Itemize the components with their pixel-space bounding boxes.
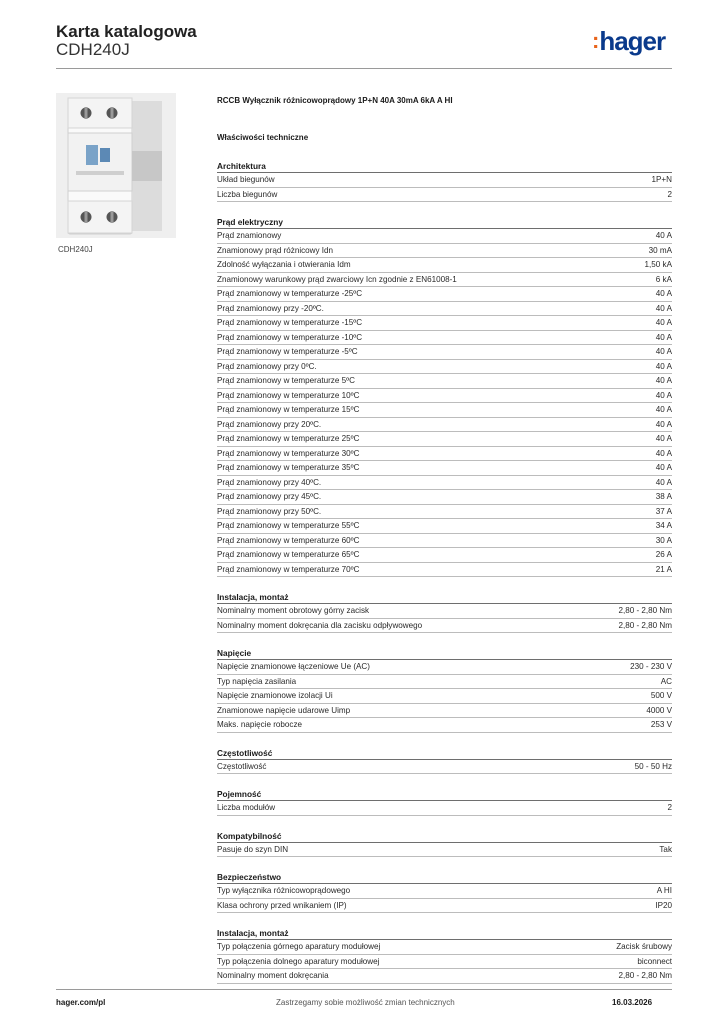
spec-value: 40 A	[655, 419, 672, 429]
section-title: Bezpieczeństwo	[217, 871, 672, 884]
spec-row	[217, 188, 672, 203]
spec-label: Znamionowy warunkowy prąd zwarciowy Icn zgodnie z EN61008-1	[217, 274, 457, 284]
spec-row	[217, 360, 672, 375]
spec-value: 1,50 kA	[644, 260, 672, 269]
spec-label: Typ połączenia dolnego aparatury modułowej	[217, 956, 380, 966]
spec-row	[217, 505, 672, 520]
footer-website-link[interactable]: hager.com/pl	[56, 998, 106, 1007]
spec-label: Znamionowy prąd różnicowy Idn	[217, 245, 334, 255]
spec-label: Liczba modułów	[217, 803, 276, 812]
spec-value: 40 A	[655, 289, 672, 298]
section-title: Pojemność	[217, 788, 672, 801]
spec-content	[217, 96, 672, 998]
spec-label: Prąd znamionowy w temperaturze -10ºC	[217, 332, 363, 342]
spec-label: Prąd znamionowy przy 50ºC.	[217, 506, 322, 516]
spec-value: 40 A	[655, 477, 672, 487]
spec-row	[217, 447, 672, 462]
spec-value: 500 V	[650, 691, 672, 700]
spec-value: 2	[667, 803, 672, 812]
spec-label: Prąd znamionowy w temperaturze 65ºC	[217, 550, 360, 559]
spec-value: 6 kA	[655, 274, 672, 284]
spec-row	[217, 287, 672, 302]
spec-row	[217, 476, 672, 491]
spec-label: Prąd znamionowy w temperaturze -5ºC	[217, 347, 358, 356]
spec-label: Klasa ochrony przed wnikaniem (IP)	[217, 900, 347, 910]
spec-value: 40 A	[655, 332, 672, 342]
spec-sections	[217, 160, 672, 984]
spec-value: 1P+N	[651, 175, 672, 184]
spec-label: Prąd znamionowy w temperaturze 5ºC	[217, 376, 355, 385]
spec-row	[217, 940, 672, 955]
spec-value: 40 A	[655, 434, 672, 443]
spec-row	[217, 884, 672, 899]
spec-value: 2,80 - 2,80 Nm	[618, 971, 672, 980]
spec-section	[217, 830, 672, 858]
spec-value: 40 A	[655, 463, 672, 472]
spec-label: Typ połączenia górnego aparatury modułowej	[217, 942, 381, 951]
spec-row	[217, 345, 672, 360]
spec-row	[217, 955, 672, 970]
spec-row	[217, 689, 672, 704]
spec-row	[217, 490, 672, 505]
spec-value: 40 A	[655, 448, 672, 458]
spec-label: Zdolność wyłączania i otwierania Idm	[217, 260, 351, 269]
spec-value: 40 A	[655, 405, 672, 414]
spec-value: 50 - 50 Hz	[634, 761, 672, 771]
spec-label: Prąd znamionowy w temperaturze -15ºC	[217, 318, 363, 327]
spec-value: 230 - 230 V	[630, 662, 672, 671]
spec-row	[217, 619, 672, 634]
spec-row	[217, 843, 672, 858]
spec-row	[217, 173, 672, 188]
rccb-device-icon	[56, 93, 176, 238]
spec-value: AC	[660, 676, 672, 686]
spec-label: Prąd znamionowy w temperaturze 35ºC	[217, 463, 360, 472]
spec-row	[217, 244, 672, 259]
spec-row	[217, 258, 672, 273]
spec-row	[217, 660, 672, 675]
spec-row	[217, 969, 672, 984]
spec-value: 30 A	[655, 535, 672, 545]
header-divider	[56, 68, 672, 69]
spec-label: Prąd znamionowy przy 20ºC.	[217, 419, 322, 429]
spec-row	[217, 229, 672, 244]
properties-heading: Właściwości techniczne	[217, 133, 309, 142]
spec-row	[217, 418, 672, 433]
spec-value: 40 A	[655, 318, 672, 327]
spec-value: 40 A	[655, 231, 672, 240]
spec-label: Nominalny moment dokręcania dla zacisku odpływowego	[217, 620, 423, 630]
spec-label: Prąd znamionowy w temperaturze 55ºC	[217, 521, 360, 530]
spec-label: Prąd znamionowy przy 0ºC.	[217, 361, 317, 371]
spec-label: Prąd znamionowy w temperaturze 30ºC	[217, 448, 360, 458]
spec-value: 4000 V	[646, 705, 672, 715]
spec-value: Zacisk śrubowy	[616, 942, 672, 951]
section-title: Kompatybilność	[217, 830, 672, 843]
spec-row	[217, 548, 672, 563]
spec-value: 40 A	[655, 347, 672, 356]
spec-row	[217, 604, 672, 619]
page-title: Karta katalogowa	[56, 22, 197, 41]
spec-row	[217, 403, 672, 418]
spec-value: 21 A	[655, 564, 672, 574]
spec-row	[217, 389, 672, 404]
spec-value: 40 A	[655, 376, 672, 385]
spec-section	[217, 927, 672, 984]
section-title: Architektura	[217, 160, 672, 173]
spec-label: Prąd znamionowy przy 40ºC.	[217, 477, 322, 487]
spec-label: Maks. napięcie robocze	[217, 720, 303, 729]
spec-label: Pasuje do szyn DIN	[217, 844, 289, 854]
spec-row	[217, 675, 672, 690]
spec-label: Prąd znamionowy w temperaturze -25ºC	[217, 289, 363, 298]
spec-section	[217, 591, 672, 633]
spec-row	[217, 461, 672, 476]
section-title: Częstotliwość	[217, 747, 672, 760]
footer-date: 16.03.2026	[612, 998, 653, 1007]
spec-label: Prąd znamionowy w temperaturze 25ºC	[217, 434, 360, 443]
section-title: Napięcie	[217, 647, 672, 660]
spec-row	[217, 331, 672, 346]
spec-label: Układ biegunów	[217, 175, 275, 184]
spec-value: 40 A	[655, 361, 672, 371]
spec-value: Tak	[659, 844, 672, 854]
spec-value: A HI	[656, 886, 672, 895]
spec-label: Prąd znamionowy przy -20ºC.	[217, 303, 324, 313]
spec-row	[217, 801, 672, 816]
spec-section	[217, 747, 672, 775]
logo-dots-icon: :	[592, 28, 599, 53]
spec-value: 40 A	[655, 390, 672, 400]
section-title: Instalacja, montaż	[217, 927, 672, 940]
product-name: RCCB Wyłącznik różnicowoprądowy 1P+N 40A 30mA 6kA A HI	[217, 96, 453, 105]
section-title: Prąd elektryczny	[217, 216, 672, 229]
spec-row	[217, 718, 672, 733]
spec-label: Typ wyłącznika różnicowoprądowego	[217, 886, 351, 895]
product-image	[56, 93, 176, 238]
spec-label: Nominalny moment obrotowy górny zacisk	[217, 606, 370, 615]
spec-value: 40 A	[655, 303, 672, 313]
spec-row	[217, 316, 672, 331]
product-code: CDH240J	[56, 40, 130, 59]
spec-row	[217, 563, 672, 578]
spec-label: Znamionowe napięcie udarowe Uimp	[217, 705, 351, 715]
spec-label: Częstotliwość	[217, 761, 267, 771]
spec-section	[217, 216, 672, 577]
spec-section	[217, 160, 672, 202]
spec-value: 2	[667, 189, 672, 199]
spec-label: Prąd znamionowy	[217, 231, 282, 240]
spec-label: Prąd znamionowy w temperaturze 70ºC	[217, 564, 360, 574]
spec-section	[217, 871, 672, 913]
footer-disclaimer: Zastrzegamy sobie możliwość zmian technicznych	[276, 998, 455, 1007]
spec-value: 34 A	[655, 521, 672, 530]
spec-row	[217, 899, 672, 914]
spec-label: Prąd znamionowy przy 45ºC.	[217, 492, 322, 501]
spec-value: 2,80 - 2,80 Nm	[618, 620, 672, 630]
spec-label: Liczba biegunów	[217, 189, 278, 199]
spec-row	[217, 760, 672, 775]
spec-row	[217, 704, 672, 719]
spec-row	[217, 374, 672, 389]
spec-section	[217, 647, 672, 733]
spec-row	[217, 432, 672, 447]
spec-value: biconnect	[637, 956, 672, 966]
spec-row	[217, 534, 672, 549]
footer-divider	[56, 989, 672, 990]
spec-value: 26 A	[655, 550, 672, 559]
spec-label: Typ napięcia zasilania	[217, 676, 297, 686]
spec-label: Prąd znamionowy w temperaturze 15ºC	[217, 405, 360, 414]
spec-label: Nominalny moment dokręcania	[217, 971, 329, 980]
spec-value: IP20	[655, 900, 672, 910]
spec-section	[217, 788, 672, 816]
spec-label: Napięcie znamionowe izolacji Ui	[217, 691, 333, 700]
image-caption: CDH240J	[58, 245, 93, 254]
spec-row	[217, 519, 672, 534]
spec-value: 37 A	[655, 506, 672, 516]
hager-logo[interactable]	[592, 26, 665, 57]
spec-row	[217, 273, 672, 288]
spec-value: 2,80 - 2,80 Nm	[618, 606, 672, 615]
spec-value: 38 A	[655, 492, 672, 501]
spec-value: 253 V	[650, 720, 672, 729]
spec-label: Prąd znamionowy w temperaturze 10ºC	[217, 390, 360, 400]
spec-row	[217, 302, 672, 317]
logo-text: hager	[599, 26, 666, 56]
spec-label: Prąd znamionowy w temperaturze 60ºC	[217, 535, 360, 545]
section-title: Instalacja, montaż	[217, 591, 672, 604]
spec-label: Napięcie znamionowe łączeniowe Ue (AC)	[217, 662, 370, 671]
spec-value: 30 mA	[648, 245, 672, 255]
